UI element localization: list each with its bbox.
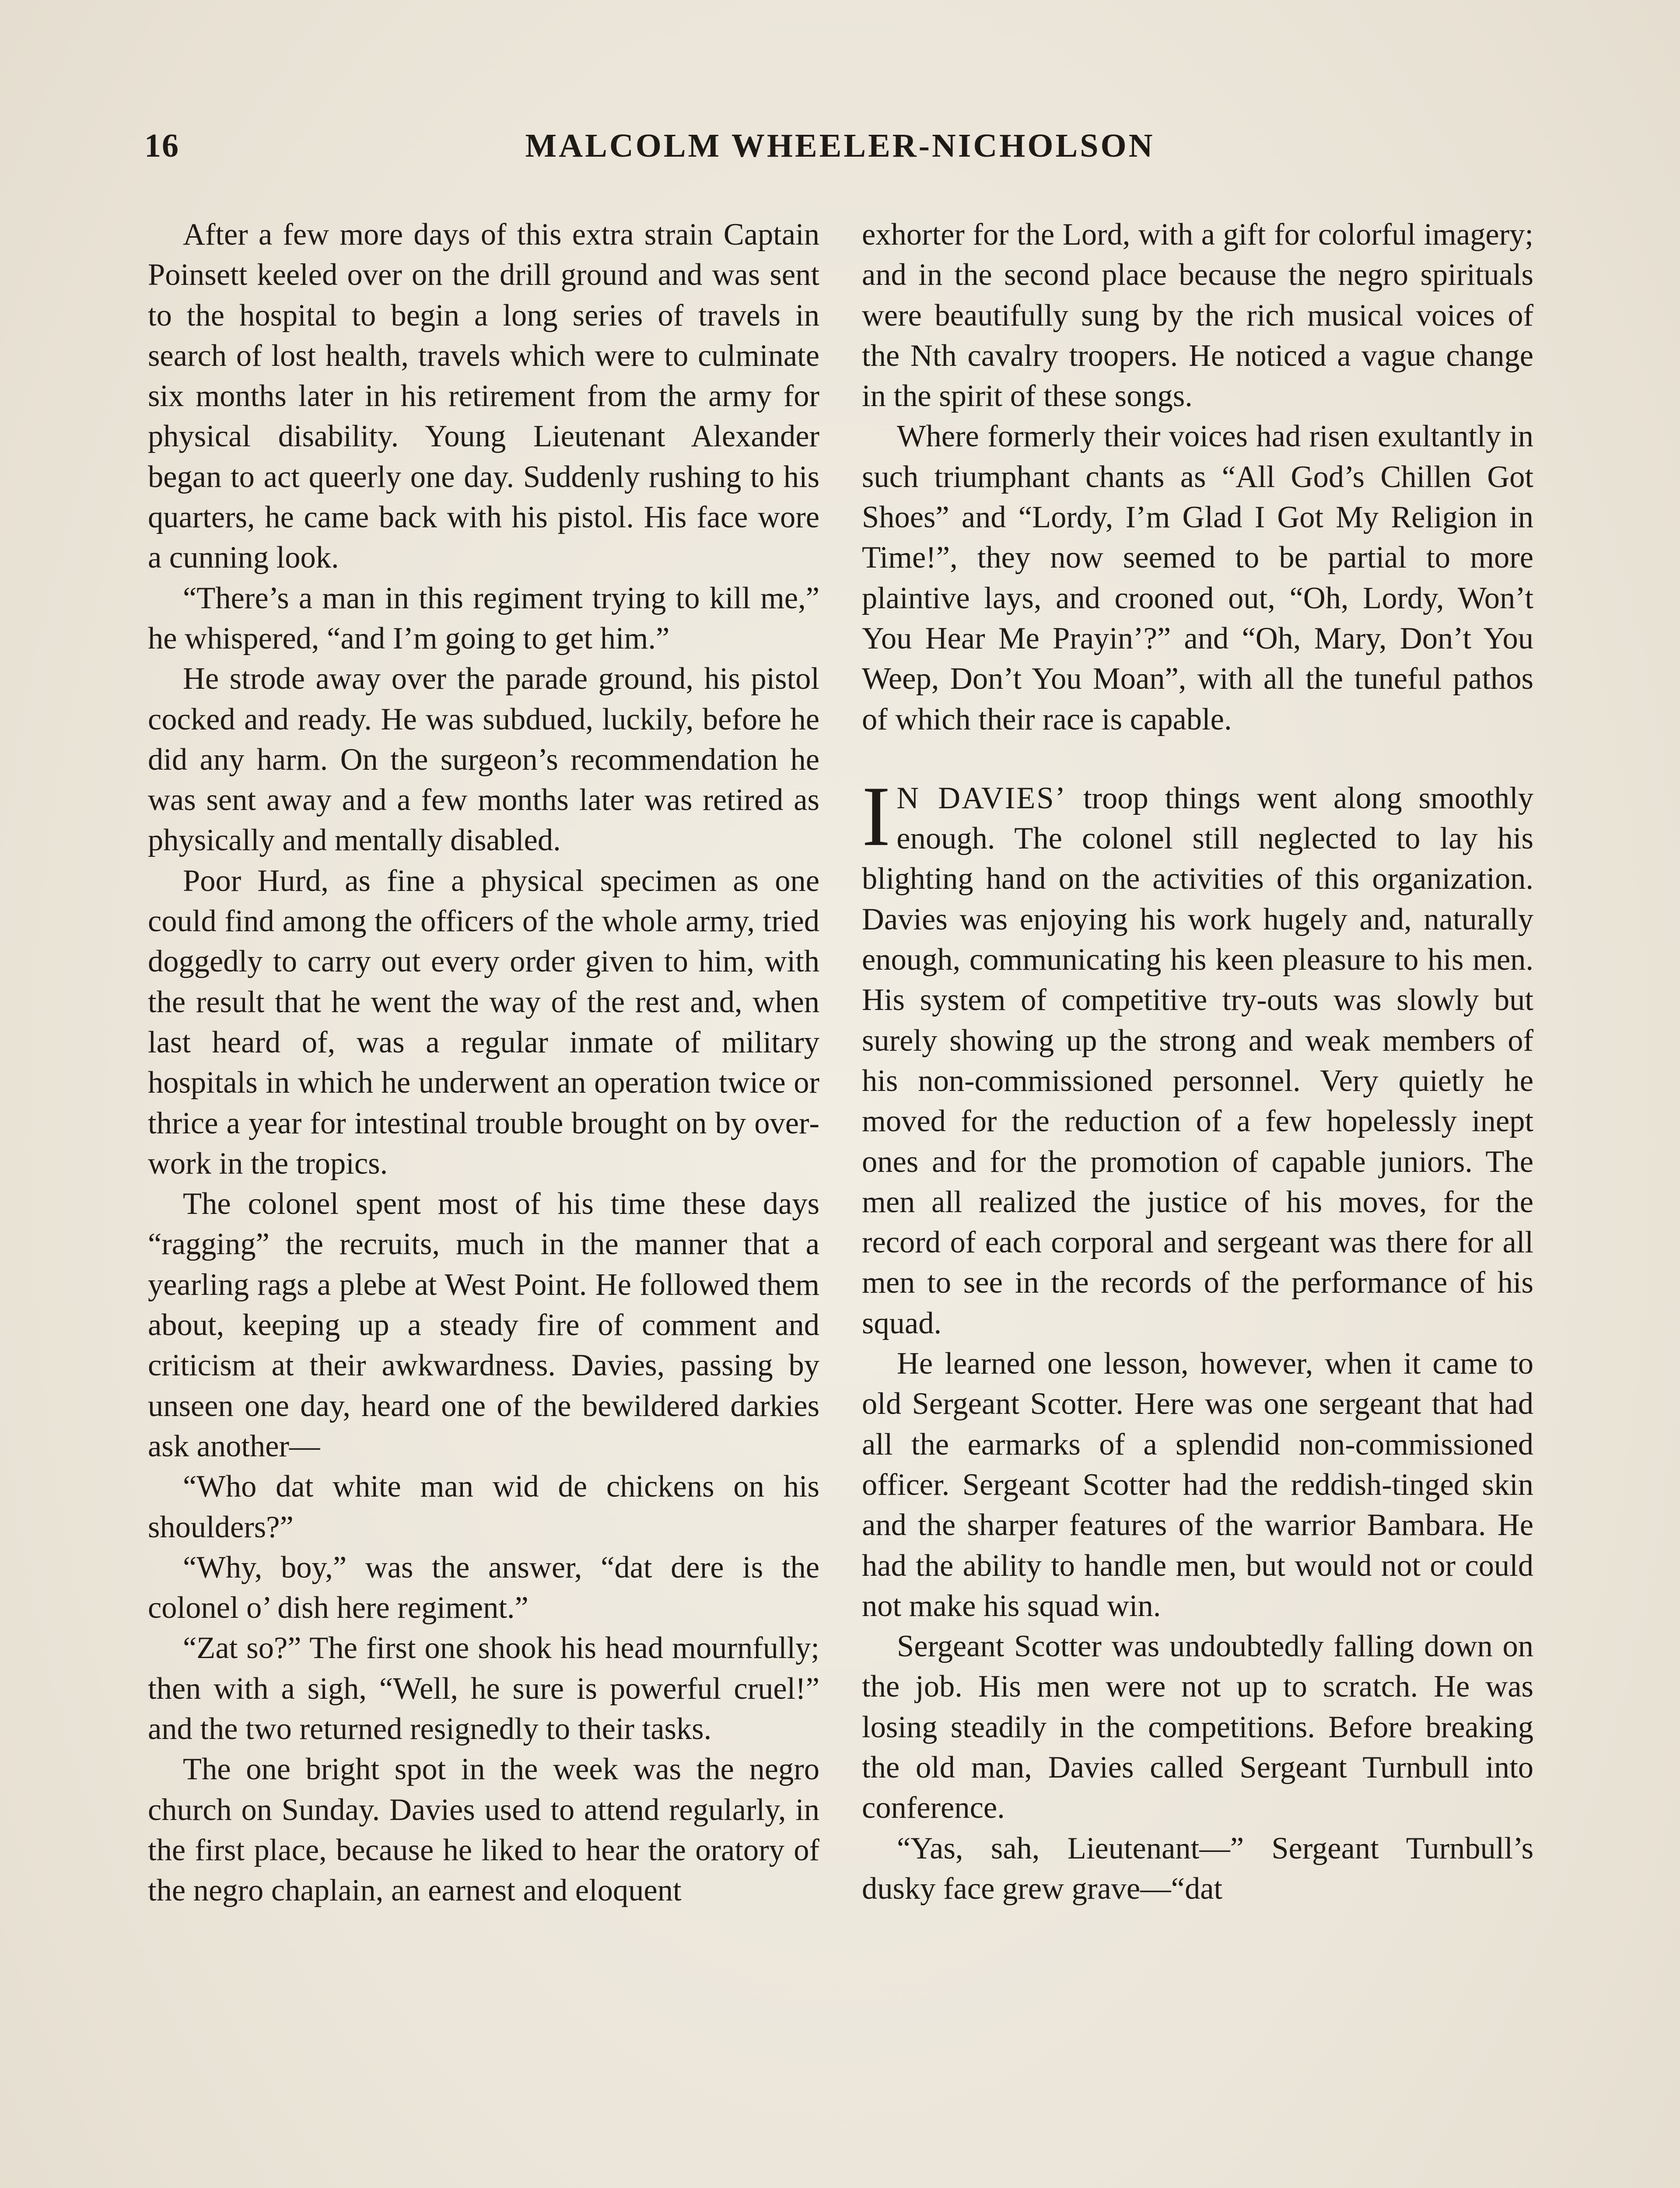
paragraph: “Who dat white man wid de chickens on his shoulders?” [148, 1469, 819, 1544]
continued-paragraph: exhorter for the Lord, with a gift for colorful imagery; and in the second place because the negro spirituals were beautifully sung by the rich musical voices of the Nth cavalry troopers. He noticed a vague change in the spirit of these songs. [862, 217, 1533, 414]
page-header [144, 127, 1536, 175]
paragraph: The one bright spot in the week was the negro church on Sunday. Davies used to attend regularly, in the first place, because he liked to hear the oratory of the negro chaplain, an earnest and eloquent [148, 1752, 819, 1908]
paragraph: After a few more days of this extra strain Captain Poinsett keeled over on the drill ground and was sent to the hospital to begin a long series of travels in search of lost health, travels which were to culminate six months later in his retirement from the army for physical disability. Young Lieutenant Alexander began to act queerly one day. Suddenly rushing to his quarters, he came back with his pistol. His face wore a cunning look. [148, 217, 819, 575]
paragraph: “Yas, sah, Lieutenant—” Sergeant Turnbull’s dusky face grew grave—“dat [862, 1831, 1533, 1906]
right-column [862, 214, 1533, 2188]
paragraph: He learned one lesson, however, when it came to old Sergeant Scotter. Here was one sergeant that had all the earmarks of a splendid non-commissioned officer. Sergeant Scotter had the reddish-tinged skin and the sharper features of the warrior Bambara. He had the ability to handle men, but would not or could not make his squad win. [862, 1346, 1533, 1623]
paragraph: “Why, boy,” was the answer, “dat dere is the colonel o’ dish here regiment.” [148, 1550, 819, 1625]
section-opening-paragraph [862, 768, 1533, 1343]
section-text: troop things went along smoothly enough. The colonel still neglected to lay his blighting hand on the activities of this organization. Davies was enjoying his work hugely and, naturally enough, communicating his keen pleasure to his men. His system of competitive try-outs was slowly but surely showing up the strong and weak members of his non-commissioned personnel. Very quietly he moved for the reduction of a few hopelessly inept ones and for the promotion of capable juniors. The men all realized the justice of his moves, for the record of each corporal and sergeant was there for all men to see in the records of the performance of his squad. [862, 781, 1533, 1340]
paragraph: Poor Hurd, as fine a physical specimen as one could find among the officers of the whole army, tried doggedly to carry out every order given to him, with the result that he went the way of the rest and, when last heard of, was a regular inmate of military hospitals in which he underwent an operation twice or thrice a year for intestinal trouble brought on by overwork in the tropics. [148, 863, 819, 1181]
paragraph: The colonel spent most of his time these days “ragging” the recruits, much in the manner that a yearling rags a plebe at West Point. He followed them about, keeping up a steady fire of comment and criticism at their awkwardness. Davies, passing by unseen one day, heard one of the bewildered darkies ask another— [148, 1187, 819, 1463]
paragraph: Where formerly their voices had risen exultantly in such triumphant chants as “All God’s Chillen Got Shoes” and “Lordy, I’m Glad I Got My Religion in Time!”, they now seemed to be partial to more plaintive lays, and crooned out, “Oh, Lordy, Won’t You Hear Me Prayin’?” and “Oh, Mary, Don’t You Weep, Don’t You Moan”, with all the tuneful pathos of which their race is capable. [862, 419, 1533, 736]
drop-cap: I [862, 768, 891, 864]
paragraph: “Zat so?” The first one shook his head mournfully; then with a sigh, “Well, he sure is powerful cruel!” and the two returned resignedly to their tasks. [148, 1631, 819, 1746]
section-lead-words: N DAVIES’ [896, 781, 1067, 815]
paragraph: He strode away over the parade ground, his pistol cocked and ready. He was subdued, luckily, before he did any harm. On the surgeon’s recommendation he was sent away and a few months later was retired as physically and mentally disabled. [148, 662, 819, 858]
running-head: MALCOLM WHEELER-NICHOLSON [525, 127, 1155, 164]
paragraph: “There’s a man in this regiment trying to kill me,” he whispered, “and I’m going to get him.” [148, 581, 819, 656]
page-number: 16 [144, 127, 179, 164]
left-column [148, 214, 819, 2188]
paragraph: Sergeant Scotter was undoubtedly falling down on the job. His men were not up to scratch. He was losing steadily in the competitions. Before breaking the old man, Davies called Sergeant Turnbull into conference. [862, 1629, 1533, 1825]
